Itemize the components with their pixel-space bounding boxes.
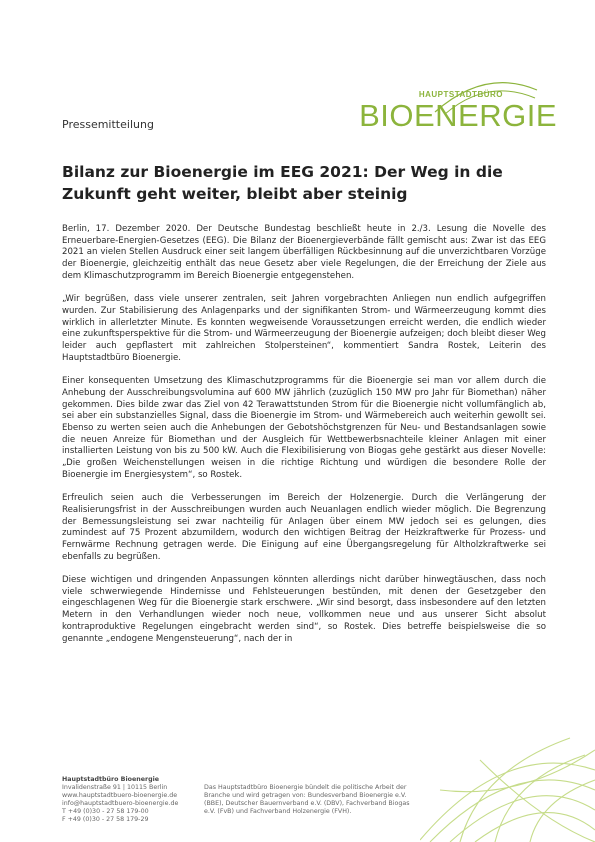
page-title: Bilanz zur Bioenergie im EEG 2021: Der Weg in die Zukunft geht weiter, bleibt aber steinig [62, 163, 503, 203]
paragraph: „Wir begrüßen, dass viele unserer zentralen, seit Jahren vorgebrachten Anliegen nun endlich aufgegriffen wurden. Zur Stabilisierung des Anlagenparks und der signifikanten Strom- und Wärmeerzeugung kommt dies wirklich in allerletzter Minute. Es konnten wegweisende Voraussetzungen erreicht werden, die endlich wieder eine zukunftsperspektive für die Strom- und Wärmeerzeugung der Bioenergie aufzeigen; doch bleibt dieser Weg leider auch gepflastert mit zahlreichen Stolpersteinen“, kommentiert Sandra Rostek, Leiterin des Hauptstadtbüro Bioenergie. [62, 294, 546, 363]
paragraph: Erfreulich seien auch die Verbesserungen im Bereich der Holzenergie. Durch die Verlängerung der Realisierungsfrist in der Ausschreibungen wurden auch Neuanlagen endlich wieder möglich. Die Begrenzung der Bemessungsleistung sei zwar nachteilig für Anlagen über einem MW jedoch sei es gelungen, dies zumindest auf 75 Prozent abzumildern, wodurch den wichtigen Beitrag der Heizkraftwerke für Prozess- und Fernwärme Rechnung getragen werde. Die Einigung auf eine Übergangsregelung für Altholzkraftwerke sei ebenfalls zu begrüßen. [62, 493, 546, 562]
logo-small-text: HAUPTSTADTBÜRO [418, 90, 503, 99]
footer-website-link[interactable]: www.hauptstadtbuero-bioenergie.de [62, 792, 178, 799]
footer-email-link[interactable]: info@hauptstadtbuero-bioenergie.de [62, 800, 179, 807]
footer-org-name: Hauptstadtbüro Bioenergie [62, 776, 160, 783]
footer-phone: T +49 (0)30 - 27 58 179-00 [62, 808, 149, 815]
decorative-globe-icon [420, 730, 595, 842]
article-body [62, 224, 546, 657]
paragraph: Berlin, 17. Dezember 2020. Der Deutsche Bundestag beschließt heute in 2./3. Lesung die Novelle des Erneuerbare-Energien-Gesetzes (EEG). Die Bilanz der Bioenergieverbände fällt gemischt aus: Zwar ist das EEG 2021 an vielen Stellen Ausdruck einer seit langem überfälligen Rückbesinnung auf die unverzichtbaren Vorzüge der Bioenergie, gleichzeitig enthält das neue Gesetz aber viele Regelungen, die der Erreichung der Ziele aus dem Klimaschutzprogramm im Bereich Bioenergie entgegenstehen. [62, 224, 546, 281]
logo-big-text: BIOENERGIE [359, 98, 557, 133]
footer-fax: F +49 (0)30 - 27 58 179-29 [62, 816, 149, 823]
footer-contact [62, 776, 197, 824]
footer-description: Das Hauptstadtbüro Bioenergie bündelt die politische Arbeit der Branche und wird getragen von: Bundesverband Bioenergie e.V. (BBE), Deutscher Bauernverband e.V. (DBV), Fachverband Biogas e.V. (FvB) und Fachverband Holzenergie (FVH). [204, 784, 410, 815]
paragraph: Einer konsequenten Umsetzung des Klimaschutzprogramms für die Bioenergie sei man vor allem durch die Anhebung der Ausschreibungsvolumina auf 600 MW jährlich (zuzüglich 150 MW pro Jahr für Biomethan) näher gekommen. Dies bilde zwar das Ziel von 42 Terawattstunden Strom für die Bioenergie nicht vollumfänglich ab, sei aber ein substanzielles Signal, dass die Bioenergie im Strom- und Wärmebereich auch weiterhin gewollt sei. Ebenso zu werten seien auch die Anhebungen der Gebotshöchstgrenzen für Neu- und Bestandsanlagen sowie die neuen Anreize für Biomethan und der Ausgleich für Wettbewerbsnachteile kleiner Anlagen mit einer installierten Leistung von bis zu 500 kW. Auch die Flexibilisierung von Biogas gehe gestärkt aus dieser Novelle: „Die großen Weichenstellungen weisen in die richtige Richtung und würdigen die besondere Rolle der Bioenergie im Energiesystem“, so Rostek. [62, 376, 546, 480]
paragraph: Diese wichtigen und dringenden Anpassungen könnten allerdings nicht darüber hinwegtäuschen, dass noch viele schwerwiegende Hindernisse und Fehlsteuerungen bestünden, mit denen der Gesetzgeber den eingeschlagenen Weg für die Bioenergie stark erschwere. „Wir sind besorgt, dass insbesondere auf den letzten Metern in den Verhandlungen wieder noch neue, vollkommen neue und aus unserer Sicht absolut kontraproduktive Regelungen eingebracht werden sind“, so Rostek. Dies betreffe beispielsweise die so genannte „endogene Mengensteuerung“, nach der in [62, 575, 546, 644]
document-kicker: Pressemitteilung [62, 118, 154, 131]
footer-address-line: Invalidenstraße 91 | 10115 Berlin [62, 784, 168, 791]
